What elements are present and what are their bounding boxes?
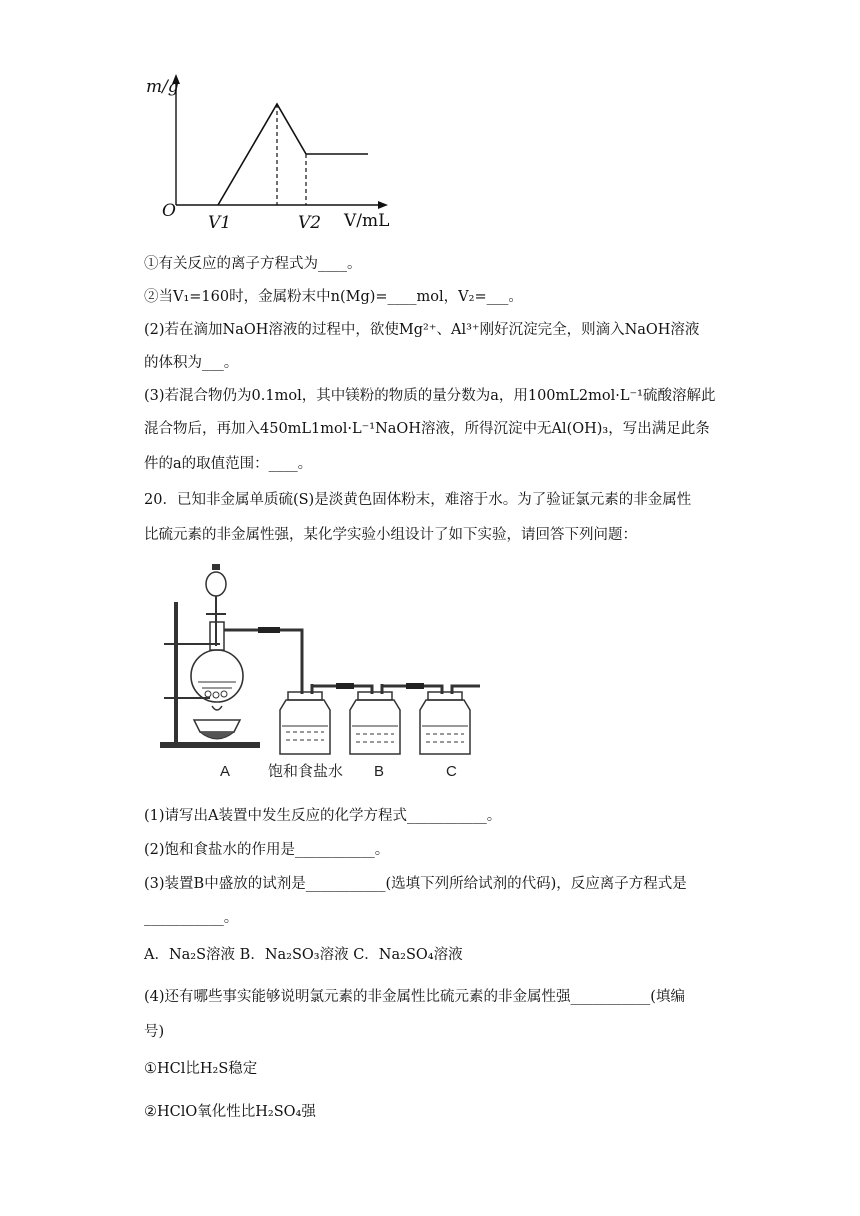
mass-curve (218, 104, 368, 205)
sub-question-3-line-2: ___________。 (144, 910, 239, 926)
apparatus-diagram (150, 558, 490, 783)
question-line-6: 混合物后，再加入450mL1mol·L⁻¹NaOH溶液，所得沉淀中无Al(OH)₃，写出满足此条 (144, 421, 710, 437)
question-line-7: 件的a的取值范围：____。 (144, 456, 313, 472)
question-20-line-2: 比硫元素的非金属性强，某化学实验小组设计了如下实验，请回答下列问题： (144, 527, 637, 543)
sub-question-3-line-1: (3)装置B中盛放的试剂是___________(选填下列所给试剂的代码)，反应离子方程式是 (144, 876, 687, 892)
sub-question-1: (1)请写出A装置中发生反应的化学方程式___________。 (144, 808, 502, 824)
y-axis-label: m/g (146, 77, 179, 97)
option-1: ①HCl比H₂S稳定 (144, 1061, 258, 1077)
tube-a-to-wash (224, 630, 302, 694)
sub-question-4-line-2: 号) (144, 1024, 165, 1040)
question-line-3: (2)若在滴加NaOH溶液的过程中，欲使Mg²⁺、Al³⁺刚好沉淀完全，则滴入NaOH溶液 (144, 322, 700, 338)
stand-rod (174, 602, 178, 744)
rubber-joint-3 (406, 683, 424, 689)
separatory-funnel (206, 572, 226, 596)
reagent-options: A．Na₂S溶液 B．Na₂SO₃溶液 C．Na₂SO₄溶液 (144, 947, 463, 963)
bottle-c (420, 686, 480, 754)
label-saturated-salt-water: 饱和食盐水 (268, 763, 344, 780)
wash-bottle (280, 684, 330, 754)
funnel-stopper (212, 564, 220, 570)
origin-label: O (162, 201, 176, 221)
alcohol-lamp (200, 732, 234, 739)
label-b: B (374, 763, 385, 780)
rubber-joint-1 (258, 627, 280, 633)
x-axis-arrow (378, 201, 388, 209)
x-tick-v2: V2 (298, 213, 322, 233)
sub-question-2: (2)饱和食盐水的作用是___________。 (144, 842, 390, 858)
flask-contents (198, 682, 236, 698)
x-axis-label: V/mL (344, 211, 390, 231)
label-c: C (446, 763, 457, 780)
asbestos-net (194, 720, 240, 732)
mass-volume-chart (140, 70, 400, 240)
round-bottom-flask (191, 650, 243, 702)
sub-question-4-line-1: (4)还有哪些事实能够说明氯元素的非金属性比硫元素的非金属性强___________(填编 (144, 989, 685, 1005)
question-line-2: ②当V₁=160时，金属粉末中n(Mg)=____mol，V₂=___。 (144, 289, 523, 305)
question-20-line-1: 20．已知非金属单质硫(S)是淡黄色固体粉末，难溶于水。为了验证氯元素的非金属性 (144, 492, 692, 508)
x-tick-v1: V1 (208, 213, 232, 233)
rubber-joint-2 (336, 683, 354, 689)
bottle-b (350, 684, 400, 754)
question-line-1: ①有关反应的离子方程式为____。 (144, 256, 362, 272)
label-a: A (220, 763, 231, 780)
question-line-4: 的体积为___。 (144, 355, 239, 371)
alcohol-lamp-flame (212, 706, 222, 710)
option-2: ②HClO氧化性比H₂SO₄强 (144, 1104, 316, 1120)
question-line-5: (3)若混合物仍为0.1mol，其中镁粉的物质的量分数为a，用100mL2mol·L⁻¹硫酸溶解此 (144, 388, 716, 404)
